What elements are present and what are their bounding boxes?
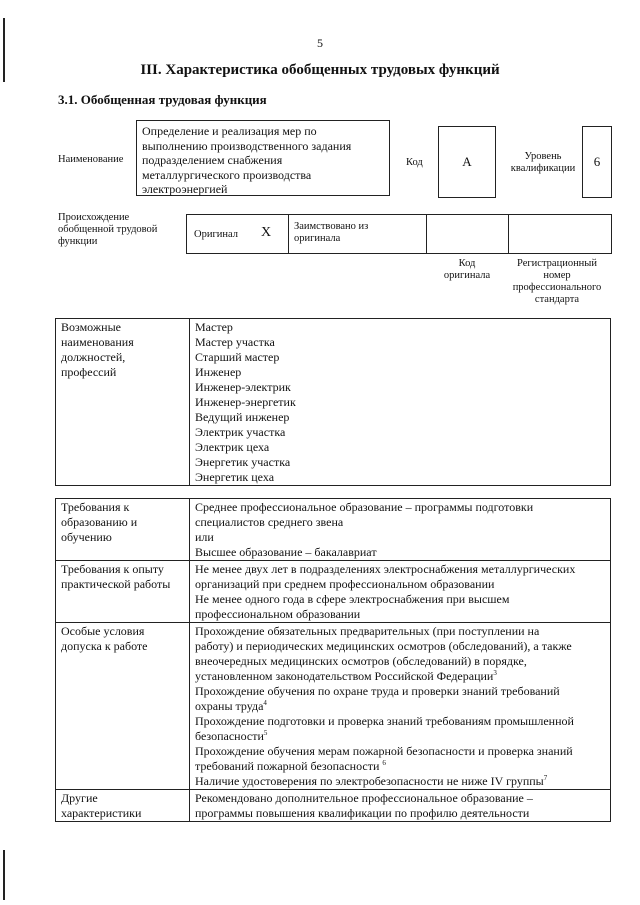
footnote-ref: 7 xyxy=(543,774,548,782)
positions-label: Возможные наименования должностей, профессий xyxy=(56,319,190,486)
name-line: выполнению производственного задания xyxy=(142,138,352,153)
footnote-ref: 3 xyxy=(493,669,497,677)
special-label: Особые условия допуска к работе xyxy=(56,623,190,790)
scan-edge-mark xyxy=(3,18,5,82)
education-text: Среднее профессиональное образование – программы подготовки специалистов среднего звена или Высшее образование – бакалавриат xyxy=(190,499,611,561)
positions-list xyxy=(190,319,611,486)
list-item: Мастер участка xyxy=(195,335,275,349)
list-item: Старший мастер xyxy=(195,350,280,364)
list-item: Инженер-энергетик xyxy=(195,395,296,409)
requirements-table xyxy=(55,498,611,822)
borrowed-label: Заимствовано из xyxy=(294,221,369,232)
scan-edge-mark xyxy=(3,850,5,900)
subsection-title: 3.1. Обобщенная трудовая функция xyxy=(58,92,267,107)
footnote-ref: 4 xyxy=(263,699,267,707)
table-row xyxy=(56,623,611,790)
table-row xyxy=(56,499,611,561)
positions-table xyxy=(55,318,611,486)
other-label: Другие характеристики xyxy=(56,790,190,822)
original-label: Оригинал xyxy=(194,229,238,240)
original-cell xyxy=(187,215,289,253)
list-item: Инженер-электрик xyxy=(195,380,291,394)
borrowed-cell xyxy=(289,215,427,253)
code-original-cell xyxy=(427,215,509,253)
footnote-ref: 6 xyxy=(382,759,386,767)
footnote-ref: 5 xyxy=(263,729,268,737)
origin-label: Происхождение обобщенной трудовой функции xyxy=(58,212,158,247)
code-value: А xyxy=(438,126,496,198)
experience-label: Требования к опыту практической работы xyxy=(56,561,190,623)
name-box xyxy=(136,120,390,196)
list-item: Ведущий инженер xyxy=(195,410,290,424)
name-line: подразделением снабжения xyxy=(142,153,283,167)
level-label: Уровень квалификации xyxy=(510,151,576,174)
origin-row xyxy=(186,214,612,254)
list-item: Инженер xyxy=(195,365,242,379)
education-label: Требования к образованию и обучению xyxy=(56,499,190,561)
name-label: Наименование xyxy=(58,154,124,165)
reg-number-cell xyxy=(509,215,611,253)
reg-number-label: Регистрационный номер профессионального стандарта xyxy=(512,258,602,305)
list-item: Электрик цеха xyxy=(195,440,270,454)
list-item: Энергетик цеха xyxy=(195,470,275,484)
list-item: Энергетик участка xyxy=(195,455,291,469)
experience-text: Не менее двух лет в подразделениях электроснабжения металлургических организаций при среднем профессиональном образовании Не менее одного года в сфере электроснабжения при высшем профессиональном образовании xyxy=(190,561,611,623)
borrowed-label: оригинала xyxy=(294,233,341,244)
code-original-label: Код оригинала xyxy=(443,258,491,281)
list-item: Электрик участка xyxy=(195,425,286,439)
page-number: 5 xyxy=(317,36,323,50)
name-line: Определение и реализация мер по xyxy=(142,124,317,138)
code-label: Код xyxy=(406,157,423,168)
level-value: 6 xyxy=(582,126,612,198)
table-row xyxy=(56,790,611,822)
original-mark: X xyxy=(261,225,272,240)
name-line: металлургического производства xyxy=(142,167,312,182)
other-text: Рекомендовано дополнительное профессиональное образование – программы повышения квалификации по профилю деятельности xyxy=(190,790,611,822)
special-text: Прохождение обязательных предварительных (при поступлении на работу) и периодических медицинских осмотров (обследований), а также внеочередных медицинских осмотров (обследований) в порядке, установленном законодательством Российской Федерации$^3$ Прохождение обучения по охране труда и проверки знаний требований охраны труда$^4$ Прохождение подготовки и проверка знаний требованиям промышленной безопасности$^5$ Прохождение обучения мерам пожарной безопасности и проверка знаний требований пожарной безопасности $^6$ Наличие удостоверения по электробезопасности не ниже IV группы$^7$ xyxy=(190,623,611,790)
list-item: Мастер xyxy=(195,320,233,334)
name-line: электроэнергией xyxy=(142,182,228,196)
section-title: III. Характеристика обобщенных трудовых функций xyxy=(140,62,500,78)
table-row xyxy=(56,561,611,623)
